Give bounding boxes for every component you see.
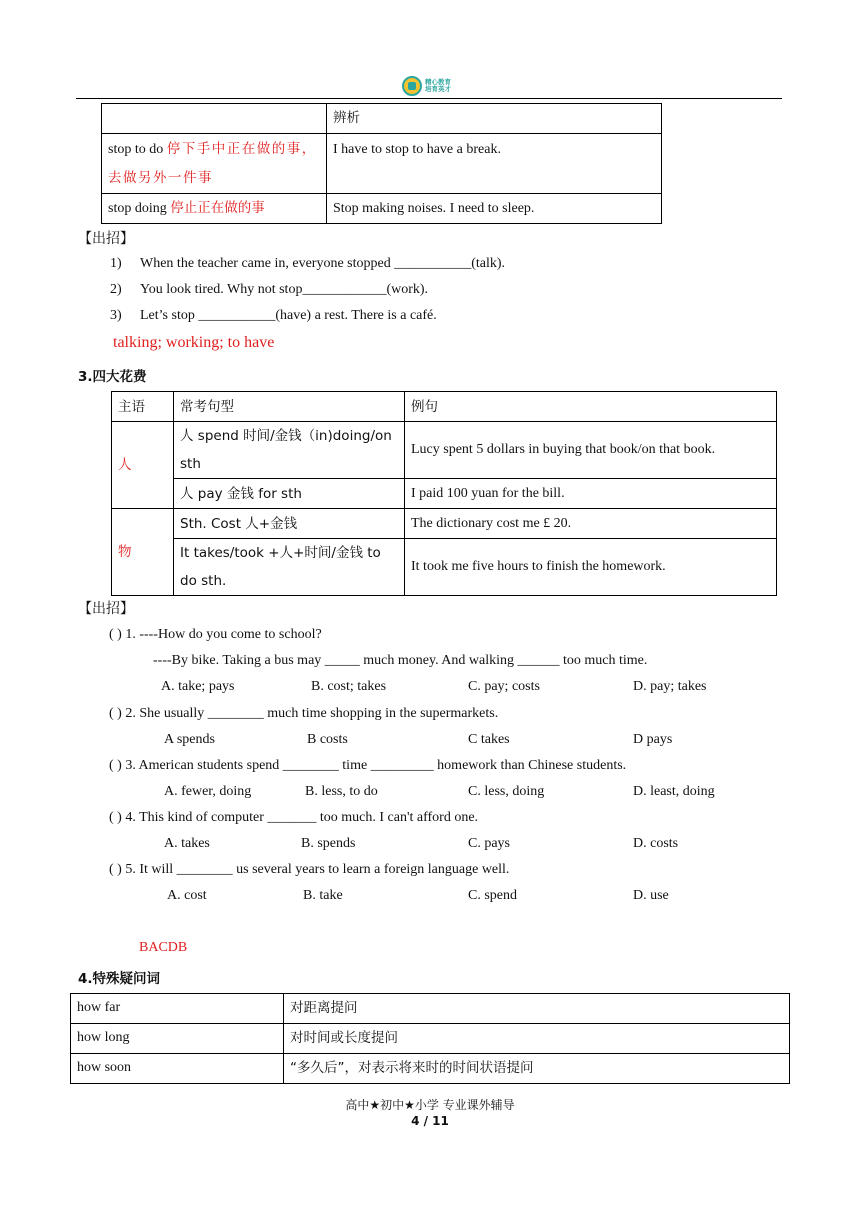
section-title: 【出招】 <box>78 601 134 617</box>
option: A spends <box>164 732 215 747</box>
example-cell: Lucy spent 5 dollars in buying that book/on that book. <box>405 422 777 479</box>
spending-table <box>111 391 777 596</box>
phrase: stop to do <box>108 142 164 157</box>
answer-key: talking; working; to have <box>113 334 275 351</box>
option: B. take <box>303 888 343 903</box>
option: A. takes <box>164 836 210 851</box>
meaning: 停下手中正在做的事，去做另外一件事 <box>108 141 317 186</box>
meaning: 停止正在做的事 <box>170 200 265 216</box>
phrase: stop doing <box>108 201 167 216</box>
practice-item: Let’s stop ___________(have) a rest. There is a café. <box>140 308 437 323</box>
table-row <box>102 194 327 224</box>
option: C. spend <box>468 888 517 903</box>
subject-cell: 人 <box>112 422 174 509</box>
option: D. costs <box>633 836 679 851</box>
item-number: 3) <box>110 308 122 323</box>
option: A. cost <box>167 888 207 903</box>
logo-emblem-icon <box>402 76 422 96</box>
question-stem: ( ) 3. American students spend ________ time _________ homework than Chinese students. <box>109 758 627 773</box>
option: C takes <box>468 732 510 747</box>
word-cell: how soon <box>71 1054 284 1084</box>
option: B. cost; takes <box>311 679 387 694</box>
table-header-cell: 例句 <box>405 392 777 422</box>
section-heading: 3.四大花费 <box>78 369 147 385</box>
word-cell: how far <box>71 994 284 1024</box>
option: C. less, doing <box>468 784 545 799</box>
table-row <box>102 134 327 194</box>
table-header-cell: 主语 <box>112 392 174 422</box>
option: B costs <box>307 732 348 747</box>
example-cell: Stop making noises. I need to sleep. <box>327 194 662 224</box>
question-stem: ( ) 2. She usually ________ much time shopping in the supermarkets. <box>109 706 499 721</box>
pattern-cell: Sth. Cost 人+金钱 <box>174 509 405 539</box>
stop-comparison-table <box>101 103 662 224</box>
item-number: 1) <box>110 256 122 271</box>
table-cell-empty <box>102 104 327 134</box>
answer-key: BACDB <box>139 940 188 955</box>
pattern-cell: It takes/took +人+时间/金钱 to do sth. <box>174 539 405 596</box>
option: C. pay; costs <box>468 679 540 694</box>
option: B. spends <box>301 836 356 851</box>
example-cell: The dictionary cost me £ 20. <box>405 509 777 539</box>
page-number: 4 / 11 <box>411 1114 449 1128</box>
option: A. fewer, doing <box>164 784 252 799</box>
pattern-cell: 人 spend 时间/金钱（in)doing/on sth <box>174 422 405 479</box>
section-heading: 4.特殊疑问词 <box>78 971 161 987</box>
meaning-cell: 对时间或长度提问 <box>284 1024 790 1054</box>
brand-logo <box>402 75 472 97</box>
practice-item: When the teacher came in, everyone stopped ___________(talk). <box>140 256 506 271</box>
option: A. take; pays <box>161 679 235 694</box>
question-stem: ( ) 1. ----How do you come to school? <box>109 627 322 642</box>
option: D. pay; takes <box>633 679 707 694</box>
subject-cell: 物 <box>112 509 174 596</box>
question-stem: ----By bike. Taking a bus may _____ much money. And walking ______ too much time. <box>153 653 648 668</box>
header-divider <box>76 98 782 99</box>
option: B. less, to do <box>305 784 378 799</box>
footer-text: 高中★初中★小学 专业课外辅导 <box>345 1098 515 1112</box>
word-cell: how long <box>71 1024 284 1054</box>
question-stem: ( ) 5. It will ________ us several years to learn a foreign language well. <box>109 862 510 877</box>
section-title: 【出招】 <box>78 231 134 247</box>
pattern-cell: 人 pay 金钱 for sth <box>174 479 405 509</box>
question-words-table <box>70 993 790 1084</box>
meaning-cell: 对距离提问 <box>284 994 790 1024</box>
option: D. use <box>633 888 669 903</box>
table-header-cell: 常考句型 <box>174 392 405 422</box>
example-cell: It took me five hours to finish the homework. <box>405 539 777 596</box>
item-number: 2) <box>110 282 122 297</box>
table-header-cell: 辨析 <box>327 104 662 134</box>
option: D. least, doing <box>633 784 715 799</box>
example-cell: I paid 100 yuan for the bill. <box>405 479 777 509</box>
option: C. pays <box>468 836 510 851</box>
option: D pays <box>633 732 673 747</box>
practice-item: You look tired. Why not stop____________(work). <box>140 282 429 297</box>
meaning-cell: “多久后”，对表示将来时的时间状语提问 <box>284 1054 790 1084</box>
question-stem: ( ) 4. This kind of computer _______ too much. I can't afford one. <box>109 810 479 825</box>
logo-text: 精心教育 培育英才 <box>425 79 451 93</box>
example-cell: I have to stop to have a break. <box>327 134 662 194</box>
